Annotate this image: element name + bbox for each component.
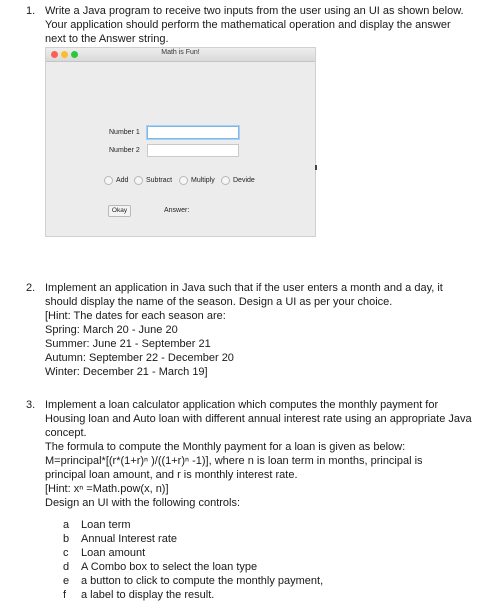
question-text <box>45 4 485 46</box>
text-line: Implement a loan calculator application which computes the monthly payment for <box>45 399 439 411</box>
okay-button[interactable]: Okay <box>108 205 131 217</box>
text-line: Housing loan and Auto loan with different annual interest rate using an appropriate Java <box>45 413 472 425</box>
text-line: next to the Answer string. <box>45 33 169 45</box>
subtract-radio-label: Subtract <box>146 177 173 184</box>
text-line: Write a Java program to receive two inputs from the user using an UI as shown below. <box>45 5 464 17</box>
list-item-text: Loan amount <box>81 547 146 559</box>
list-item <box>63 546 69 560</box>
list-letter: c <box>63 547 69 559</box>
window-titlebar <box>46 48 315 62</box>
text-line: [Hint: The dates for each season are: <box>45 310 226 322</box>
text-line: should display the name of the season. Design a UI as per your choice. <box>45 296 393 308</box>
list-item-text: a button to click to compute the monthly payment, <box>81 575 324 587</box>
number1-label: Number 1 <box>109 129 140 136</box>
list-item <box>63 560 69 574</box>
multiply-radio[interactable] <box>179 176 188 185</box>
list-letter: d <box>63 561 70 573</box>
question-number: 1. <box>26 5 36 17</box>
list-item <box>63 532 69 546</box>
text-line: Design an UI with the following controls: <box>45 497 241 509</box>
window-edge-marker <box>315 165 317 170</box>
text-line: Spring: March 20 - June 20 <box>45 324 178 336</box>
text-line: The formula to compute the Monthly payment for a loan is given as below: <box>45 441 406 453</box>
number2-label: Number 2 <box>109 147 140 154</box>
text-line: Autumn: September 22 - December 20 <box>45 352 234 364</box>
question-text <box>45 281 485 379</box>
text-line: Winter: December 21 - March 19] <box>45 366 208 378</box>
question-number: 3. <box>26 399 36 411</box>
list-item-text: Annual Interest rate <box>81 533 178 545</box>
list-item <box>63 574 69 588</box>
list-letter: b <box>63 533 70 545</box>
devide-radio-label: Devide <box>233 177 255 184</box>
subtract-radio[interactable] <box>134 176 143 185</box>
question-text <box>45 398 485 510</box>
text-line: Implement an application in Java such that if the user enters a month and a day, it <box>45 282 443 294</box>
multiply-radio-label: Multiply <box>191 177 215 184</box>
text-line: Summer: June 21 - September 21 <box>45 338 211 350</box>
devide-radio[interactable] <box>221 176 230 185</box>
window-title: Math is Fun! <box>161 49 200 56</box>
list-item-text: a label to display the result. <box>81 589 215 601</box>
number1-input[interactable] <box>147 126 239 139</box>
list-item-text: A Combo box to select the loan type <box>81 561 258 573</box>
text-line: principal loan amount, and r is monthly interest rate. <box>45 469 298 481</box>
question-number: 2. <box>26 282 36 294</box>
list-item <box>63 518 69 532</box>
text-line: M=principal*[(r*(1+r)ⁿ )/((1+r)ⁿ -1)], where n is loan term in months, principal is <box>45 455 423 467</box>
add-radio[interactable] <box>104 176 113 185</box>
number2-input[interactable] <box>147 144 239 157</box>
list-letter: a <box>63 519 70 531</box>
add-radio-label: Add <box>116 177 129 184</box>
answer-label: Answer: <box>164 207 190 214</box>
text-line: [Hint: xⁿ =Math.pow(x, n)] <box>45 483 169 495</box>
math-app-window <box>45 47 316 237</box>
text-line: Your application should perform the mathematical operation and display the answer <box>45 19 451 31</box>
text-line: concept. <box>45 427 87 439</box>
list-letter: f <box>63 589 67 601</box>
list-letter: e <box>63 575 70 587</box>
list-item <box>63 588 66 602</box>
list-item-text: Loan term <box>81 519 131 531</box>
